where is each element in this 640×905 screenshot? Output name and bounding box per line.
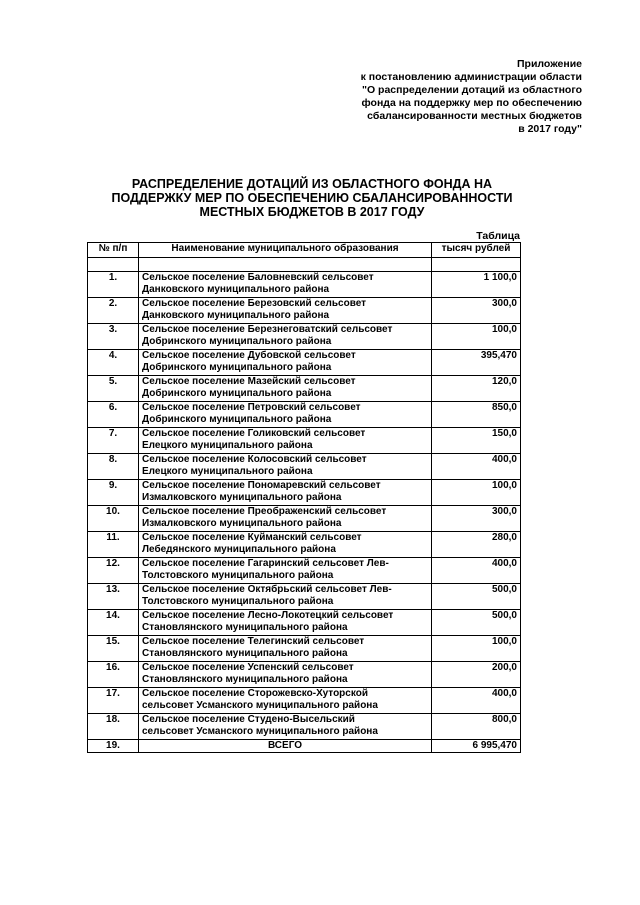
row-name-line: Сельское поселение Колосовский сельсовет <box>142 454 367 465</box>
row-name <box>139 584 432 610</box>
row-name-line: Сельское поселение Березовский сельсовет <box>142 298 367 309</box>
row-name-line: Измалковского муниципального района <box>142 518 342 529</box>
row-value: 850,0 <box>432 402 521 428</box>
row-name <box>139 428 432 454</box>
row-value: 280,0 <box>432 532 521 558</box>
row-value: 100,0 <box>432 636 521 662</box>
table-row <box>88 298 521 324</box>
row-name <box>139 376 432 402</box>
row-number: 11. <box>88 532 139 558</box>
header-value: тысяч рублей <box>432 243 521 258</box>
row-number: 8. <box>88 454 139 480</box>
row-name-line: Сельское поселение Дубовской сельсовет <box>142 350 356 361</box>
row-name-line: Елецкого муниципального района <box>142 440 313 451</box>
row-name-line: Становлянского муниципального района <box>142 674 348 685</box>
row-name <box>139 272 432 298</box>
row-value: 120,0 <box>432 376 521 402</box>
row-value: 300,0 <box>432 298 521 324</box>
row-value: 1 100,0 <box>432 272 521 298</box>
table-body <box>88 258 521 753</box>
row-name-line: Сельское поселение Телегинский сельсовет <box>142 636 365 647</box>
title-line: РАСПРЕДЕЛЕНИЕ ДОТАЦИЙ ИЗ ОБЛАСТНОГО ФОНДА НА <box>131 177 493 191</box>
row-name-line: Данковского муниципального района <box>142 284 330 295</box>
row-name-line: Сельское поселение Сторожевско-Хуторской <box>142 688 368 699</box>
header-name: Наименование муниципального образования <box>139 243 432 258</box>
row-name-line: Сельское поселение Студено-Высельский <box>142 714 355 725</box>
row-name-line: Елецкого муниципального района <box>142 466 313 477</box>
row-name <box>139 324 432 350</box>
row-number: 10. <box>88 506 139 532</box>
row-number: 1. <box>88 272 139 298</box>
spacer-cell <box>139 258 432 272</box>
row-number: 3. <box>88 324 139 350</box>
table-row <box>88 350 521 376</box>
row-name-line: Сельское поселение Голиковский сельсовет <box>142 428 366 439</box>
table-row <box>88 272 521 298</box>
row-value: 400,0 <box>432 454 521 480</box>
spacer-cell <box>432 258 521 272</box>
appendix-line: к постановлению администрации области <box>360 71 582 83</box>
spacer-row <box>88 258 521 272</box>
row-name-line: сельсовет Усманского муниципального района <box>142 726 378 737</box>
appendix-line: сбалансированности местных бюджетов <box>367 110 582 122</box>
row-name <box>139 402 432 428</box>
row-name-line: Сельское поселение Октябрьский сельсовет Лев- <box>142 584 392 595</box>
row-value: 500,0 <box>432 610 521 636</box>
row-number: 2. <box>88 298 139 324</box>
distribution-table <box>87 242 521 753</box>
table-row <box>88 428 521 454</box>
row-name-line: Толстовского муниципального района <box>142 570 334 581</box>
row-name <box>139 610 432 636</box>
row-name-line: Данковского муниципального района <box>142 310 330 321</box>
row-name-line: Сельское поселение Березнеговатский сельсовет <box>142 324 393 335</box>
row-number: 16. <box>88 662 139 688</box>
appendix-line: Приложение <box>516 58 582 70</box>
row-value: 395,470 <box>432 350 521 376</box>
row-name-line: Толстовского муниципального района <box>142 596 334 607</box>
table-row <box>88 480 521 506</box>
document-title <box>92 177 532 219</box>
total-label: ВСЕГО <box>139 740 432 753</box>
row-number: 13. <box>88 584 139 610</box>
total-row <box>88 740 521 753</box>
table-row <box>88 506 521 532</box>
row-name <box>139 532 432 558</box>
row-number: 5. <box>88 376 139 402</box>
row-name-line: Становлянского муниципального района <box>142 622 348 633</box>
row-number: 12. <box>88 558 139 584</box>
row-name-line: Становлянского муниципального района <box>142 648 348 659</box>
row-name <box>139 662 432 688</box>
row-value: 150,0 <box>432 428 521 454</box>
appendix-line: фонда на поддержку мер по обеспечению <box>361 97 582 109</box>
row-value: 400,0 <box>432 688 521 714</box>
row-name <box>139 298 432 324</box>
table-header-row <box>88 243 521 258</box>
row-number: 7. <box>88 428 139 454</box>
row-number: 15. <box>88 636 139 662</box>
appendix-line: "О распределении дотаций из областного <box>361 84 582 96</box>
row-name <box>139 480 432 506</box>
row-number: 6. <box>88 402 139 428</box>
row-number: 18. <box>88 714 139 740</box>
row-name-line: сельсовет Усманского муниципального района <box>142 700 378 711</box>
table-row <box>88 610 521 636</box>
row-value: 800,0 <box>432 714 521 740</box>
table-row <box>88 376 521 402</box>
row-name-line: Сельское поселение Гагаринский сельсовет Лев- <box>142 558 389 569</box>
row-value: 300,0 <box>432 506 521 532</box>
row-name-line: Измалковского муниципального района <box>142 492 342 503</box>
spacer-cell <box>88 258 139 272</box>
appendix-block <box>282 58 582 136</box>
total-number: 19. <box>88 740 139 753</box>
row-number: 14. <box>88 610 139 636</box>
table-row <box>88 584 521 610</box>
row-value: 400,0 <box>432 558 521 584</box>
row-name <box>139 714 432 740</box>
row-name-line: Сельское поселение Петровский сельсовет <box>142 402 361 413</box>
row-name <box>139 506 432 532</box>
table-row <box>88 532 521 558</box>
row-name-line: Добринского муниципального района <box>142 362 332 373</box>
row-value: 500,0 <box>432 584 521 610</box>
row-name-line: Сельское поселение Успенский сельсовет <box>142 662 354 673</box>
row-name-line: Добринского муниципального района <box>142 388 332 399</box>
table-row <box>88 662 521 688</box>
row-name-line: Сельское поселение Лесно-Локотецкий сельсовет <box>142 610 394 621</box>
row-name-line: Добринского муниципального района <box>142 336 332 347</box>
table-row <box>88 324 521 350</box>
header-num: № п/п <box>88 243 139 258</box>
row-number: 9. <box>88 480 139 506</box>
row-name <box>139 636 432 662</box>
row-name-line: Сельское поселение Преображенский сельсовет <box>142 506 387 517</box>
row-name <box>139 454 432 480</box>
row-number: 17. <box>88 688 139 714</box>
row-name <box>139 688 432 714</box>
row-value: 100,0 <box>432 324 521 350</box>
row-name <box>139 350 432 376</box>
table-row <box>88 558 521 584</box>
row-number: 4. <box>88 350 139 376</box>
row-name-line: Сельское поселение Мазейский сельсовет <box>142 376 356 387</box>
title-line: ПОДДЕРЖКУ МЕР ПО ОБЕСПЕЧЕНИЮ СБАЛАНСИРОВАННОСТИ <box>111 191 513 205</box>
table-row <box>88 688 521 714</box>
table-label: Таблица <box>476 230 520 242</box>
table-row <box>88 454 521 480</box>
total-value: 6 995,470 <box>432 740 521 753</box>
row-name-line: Сельское поселение Баловневский сельсовет <box>142 272 374 283</box>
row-name-line: Лебедянского муниципального района <box>142 544 336 555</box>
row-name-line: Сельское поселение Куйманский сельсовет <box>142 532 362 543</box>
row-value: 100,0 <box>432 480 521 506</box>
row-name-line: Добринского муниципального района <box>142 414 332 425</box>
table-row <box>88 636 521 662</box>
table-row <box>88 402 521 428</box>
title-line: МЕСТНЫХ БЮДЖЕТОВ В 2017 ГОДУ <box>199 205 425 219</box>
row-value: 200,0 <box>432 662 521 688</box>
appendix-line: в 2017 году" <box>518 123 582 135</box>
row-name <box>139 558 432 584</box>
table-row <box>88 714 521 740</box>
row-name-line: Сельское поселение Пономаревский сельсовет <box>142 480 381 491</box>
